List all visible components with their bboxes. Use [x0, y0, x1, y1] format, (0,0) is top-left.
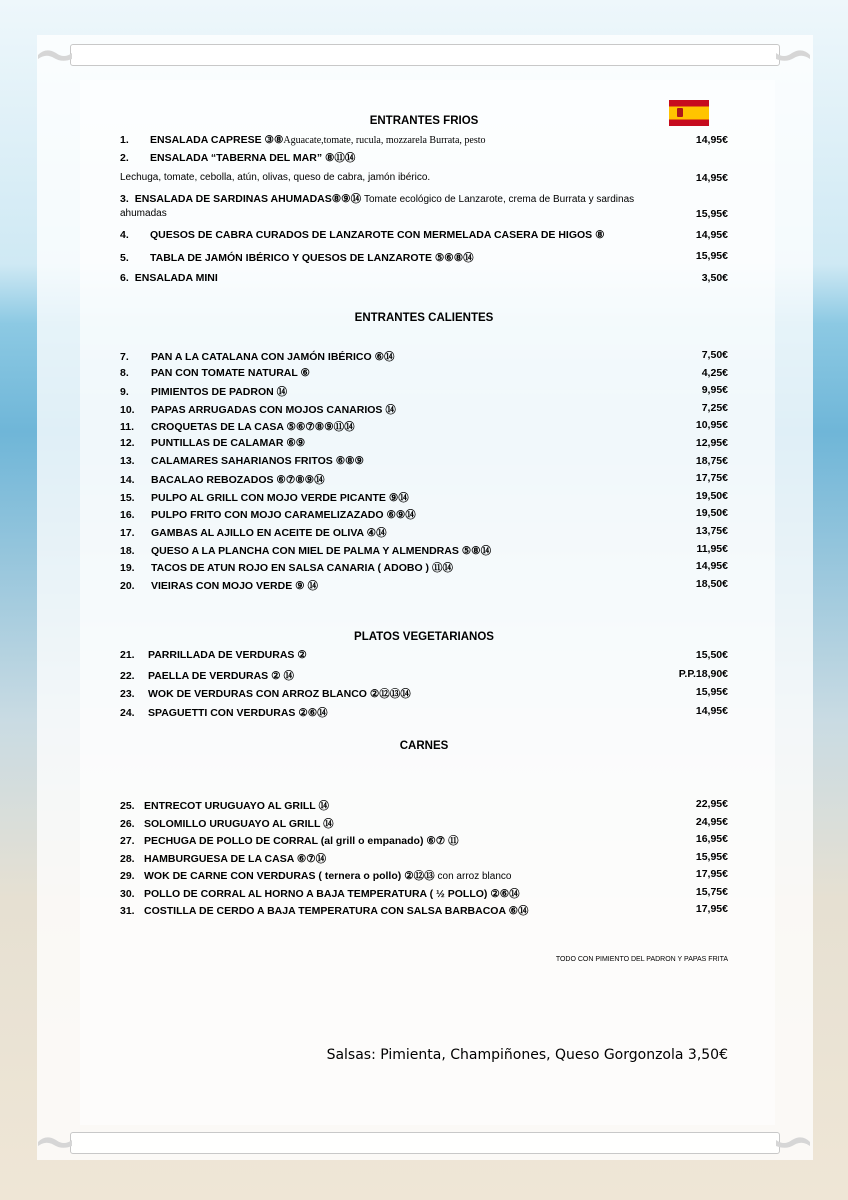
menu-item-10: 10. PAPAS ARRUGADAS CON MOJOS CANARIOS ⑭ 7,25€ [120, 401, 728, 416]
scroll-curl-right-top-icon [774, 47, 812, 63]
menu-item-12: 12. PUNTILLAS DE CALAMAR ⑥⑨ 12,95€ [120, 437, 728, 449]
section-title-platos-vegetarianos: PLATOS VEGETARIANOS [354, 631, 494, 643]
menu-item-1: 1. ENSALADA CAPRESE ③⑧Aguacate,tomate, rucula, mozzarela Burrata, pesto 14,95€ [120, 134, 728, 146]
menu-item-29: 29. WOK DE CARNE CON VERDURAS ( ternera o pollo) ②⑫⑬ con arroz blanco 17,95€ [120, 868, 728, 882]
scroll-ornament-top [70, 44, 780, 66]
menu-item-25: 25. ENTRECOT URUGUAYO AL GRILL ⑭ 22,95€ [120, 798, 728, 812]
menu-item-21: 21. PARRILLADA DE VERDURAS ② 15,50€ [120, 649, 728, 661]
menu-item-3-description-cont: ahumadas [120, 208, 167, 219]
scroll-curl-right-bottom-icon [774, 1134, 812, 1150]
menu-item-23: 23. WOK DE VERDURAS CON ARROZ BLANCO ②⑫⑬⑭ 15,95€ [120, 686, 728, 700]
menu-item-2-description: Lechuga, tomate, cebolla, atún, olivas, queso de cabra, jamón ibérico. [120, 172, 431, 183]
menu-item-4: 4. QUESOS DE CABRA CURADOS DE LANZAROTE CON MERMELADA CASERA DE HIGOS ⑧ 14,95€ [120, 229, 728, 241]
menu-item-15: 15. PULPO AL GRILL CON MOJO VERDE PICANTE ⑨⑭ 19,50€ [120, 489, 728, 504]
menu-item-18: 18. QUESO A LA PLANCHA CON MIEL DE PALMA Y ALMENDRAS ⑤⑧⑭ 11,95€ [120, 542, 728, 557]
garnish-note: TODO CON PIMIENTO DEL PADRON Y PAPAS FRITA [555, 956, 728, 963]
menu-item-16: 16. PULPO FRITO CON MOJO CARAMELIZAZADO ⑥⑨⑭ 19,50€ [120, 507, 728, 522]
menu-item-9: 9. PIMIENTOS DE PADRON ⑭ 9,95€ [120, 384, 728, 399]
menu-item-19: 19. TACOS DE ATUN ROJO EN SALSA CANARIA ( ADOBO ) ⑪⑭ 14,95€ [120, 560, 728, 575]
menu-item-5: 5. TABLA DE JAMÓN IBÉRICO Y QUESOS DE LANZAROTE ⑤⑥⑧⑭ 15,95€ [120, 250, 728, 264]
section-title-entrantes-calientes: ENTRANTES CALIENTES [354, 312, 494, 324]
menu-item-3: 3. ENSALADA DE SARDINAS AHUMADAS⑧⑨⑭ Tomate ecológico de Lanzarote, crema de Burrata y sardinas [120, 193, 635, 205]
menu-item-24: 24. SPAGUETTI CON VERDURAS ②⑥⑭ 14,95€ [120, 704, 728, 719]
menu-item-31: 31. COSTILLA DE CERDO A BAJA TEMPERATURA CON SALSA BARBACOA ⑥⑭ 17,95€ [120, 903, 728, 917]
menu-item-20: 20. VIEIRAS CON MOJO VERDE ⑨ ⑭ 18,50€ [120, 577, 728, 592]
scroll-ornament-bottom [70, 1132, 780, 1154]
menu-item-30: 30. POLLO DE CORRAL AL HORNO A BAJA TEMPERATURA ( ½ POLLO) ②⑥⑭ 15,75€ [120, 885, 728, 900]
salsas-line: Salsas: Pimienta, Champiñones, Queso Gorgonzola 3,50€ [326, 1047, 728, 1063]
section-title-entrantes-frios: ENTRANTES FRIOS [369, 115, 479, 127]
menu-item-8: 8. PAN CON TOMATE NATURAL ⑥ 4,25€ [120, 366, 728, 379]
menu-item-2-price-row: 14,95€ [695, 172, 728, 184]
menu-item-14: 14. BACALAO REBOZADOS ⑥⑦⑧⑨⑭ 17,75€ [120, 472, 728, 487]
menu-item-28: 28. HAMBURGUESA DE LA CASA ⑥⑦⑭ 15,95€ [120, 850, 728, 865]
menu-item-13: 13. CALAMARES SAHARIANOS FRITOS ⑥⑧⑨ 18,75€ [120, 454, 728, 467]
menu-item-26: 26. SOLOMILLO URUGUAYO AL GRILL ⑭ 24,95€ [120, 815, 728, 830]
menu-item-6: 6. ENSALADA MINI 3,50€ [120, 272, 728, 284]
scroll-curl-left-bottom-icon [36, 1134, 74, 1150]
menu-item-17: 17. GAMBAS AL AJILLO EN ACEITE DE OLIVA ④⑭ 13,75€ [120, 525, 728, 539]
menu-item-7: 7. PAN A LA CATALANA CON JAMÓN IBÉRICO ⑥⑭ 7,50€ [120, 349, 728, 363]
menu-item-2: 2. ENSALADA “TABERNA DEL MAR” ⑧⑪⑭ [120, 152, 356, 164]
section-title-carnes: CARNES [399, 740, 449, 752]
scroll-curl-left-top-icon [36, 47, 74, 63]
menu-item-11: 11. CROQUETAS DE LA CASA ⑤⑥⑦⑧⑨⑪⑭ 10,95€ [120, 419, 728, 434]
menu-item-22: 22. PAELLA DE VERDURAS ② ⑭ P.P.18,90€ [120, 667, 728, 682]
menu-item-3-price-row: 15,95€ [695, 208, 728, 220]
menu-item-27: 27. PECHUGA DE POLLO DE CORRAL (al grill o empanado) ⑥⑦ ⑪ 16,95€ [120, 833, 728, 847]
